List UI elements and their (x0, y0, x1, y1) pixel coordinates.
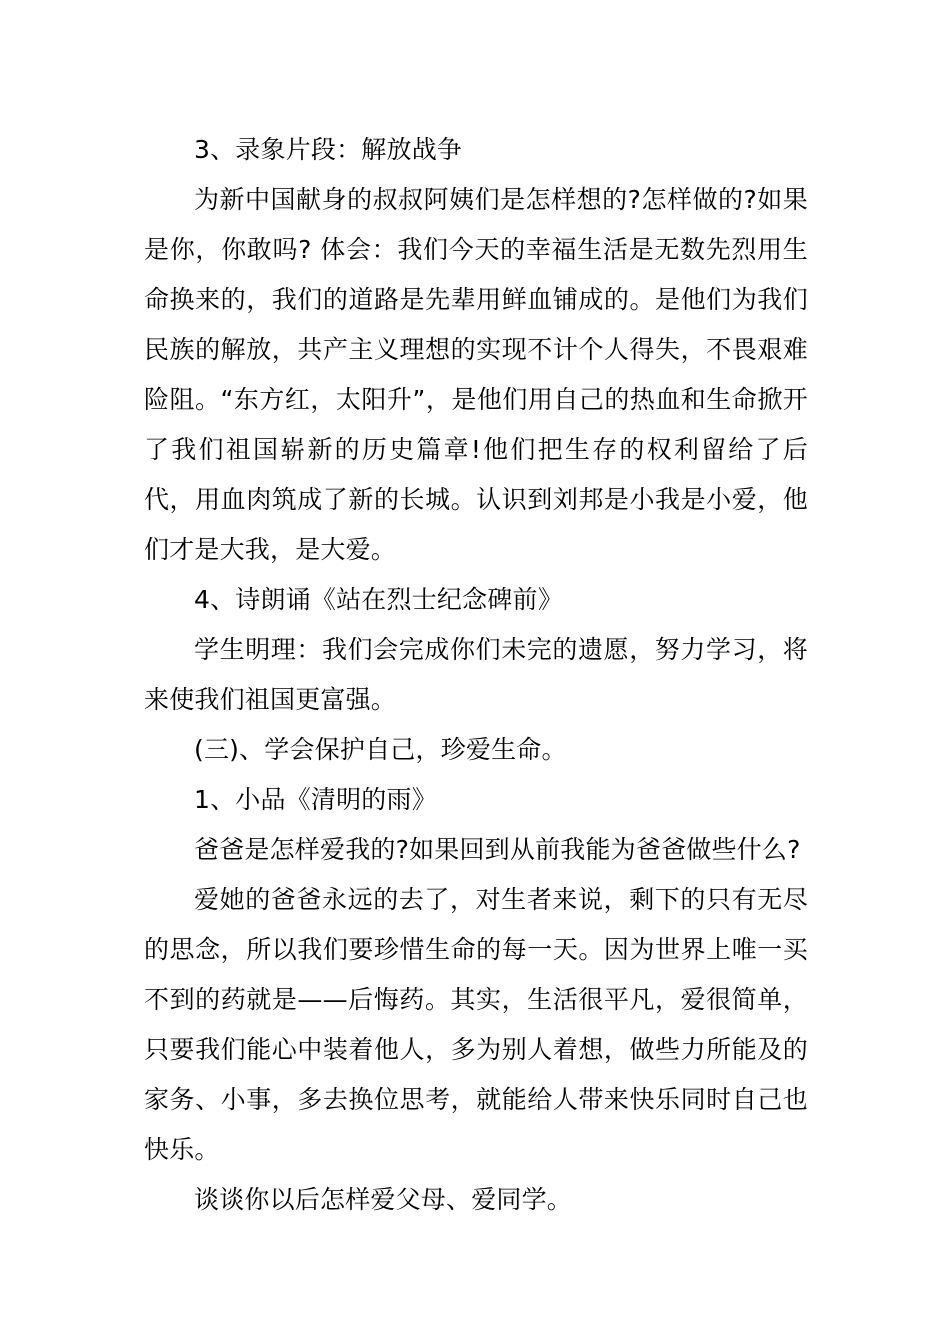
paragraph-discussion-prompt: 谈谈你以后怎样爱父母、爱同学。 (194, 1185, 573, 1214)
paragraph-heading-skit: 1、小品《清明的雨》 (194, 785, 437, 814)
document-body (144, 125, 808, 1225)
paragraph-heading-video-clip: 3、录象片段：解放战争 (194, 135, 463, 164)
paragraph-cherish-life: 爱她的爸爸永远的去了，对生者来说，剩下的只有无尽的思念，所以我们要珍惜生命的每一天。因为世界上唯一买不到的药就是——后悔药。其实，生活很平凡，爱很简单，只要我们能心中装着他人，多为别人着想，做些力所能及的家务、小事，多去换位思考，就能给人带来快乐同时自己也快乐。 (144, 885, 808, 1164)
paragraph-martyrs-reflection: 为新中国献身的叔叔阿姨们是怎样想的?怎样做的?如果是你，你敢吗? 体会：我们今天的幸福生活是无数先烈用生命换来的，我们的道路是先辈用鲜血铺成的。是他们为我们民族的解放，共产主义理想的实现不计个人得失，不畏艰难险阻。“东方红，太阳升”，是他们用自己的热血和生命掀开了我们祖国崭新的历史篇章!他们把生存的权利留给了后代，用血肉筑成了新的长城。认识到刘邦是小我是小爱，他们才是大我，是大爱。 (144, 185, 808, 564)
paragraph-section-three-heading: (三)、学会保护自己，珍爱生命。 (194, 735, 567, 764)
paragraph-father-question: 爸爸是怎样爱我的?如果回到从前我能为爸爸做些什么? (194, 835, 801, 864)
paragraph-heading-poem-recital: 4、诗朗诵《站在烈士纪念碑前》 (194, 585, 563, 614)
paragraph-students-pledge: 学生明理：我们会完成你们未完的遗愿，努力学习，将来使我们祖国更富强。 (144, 635, 808, 714)
